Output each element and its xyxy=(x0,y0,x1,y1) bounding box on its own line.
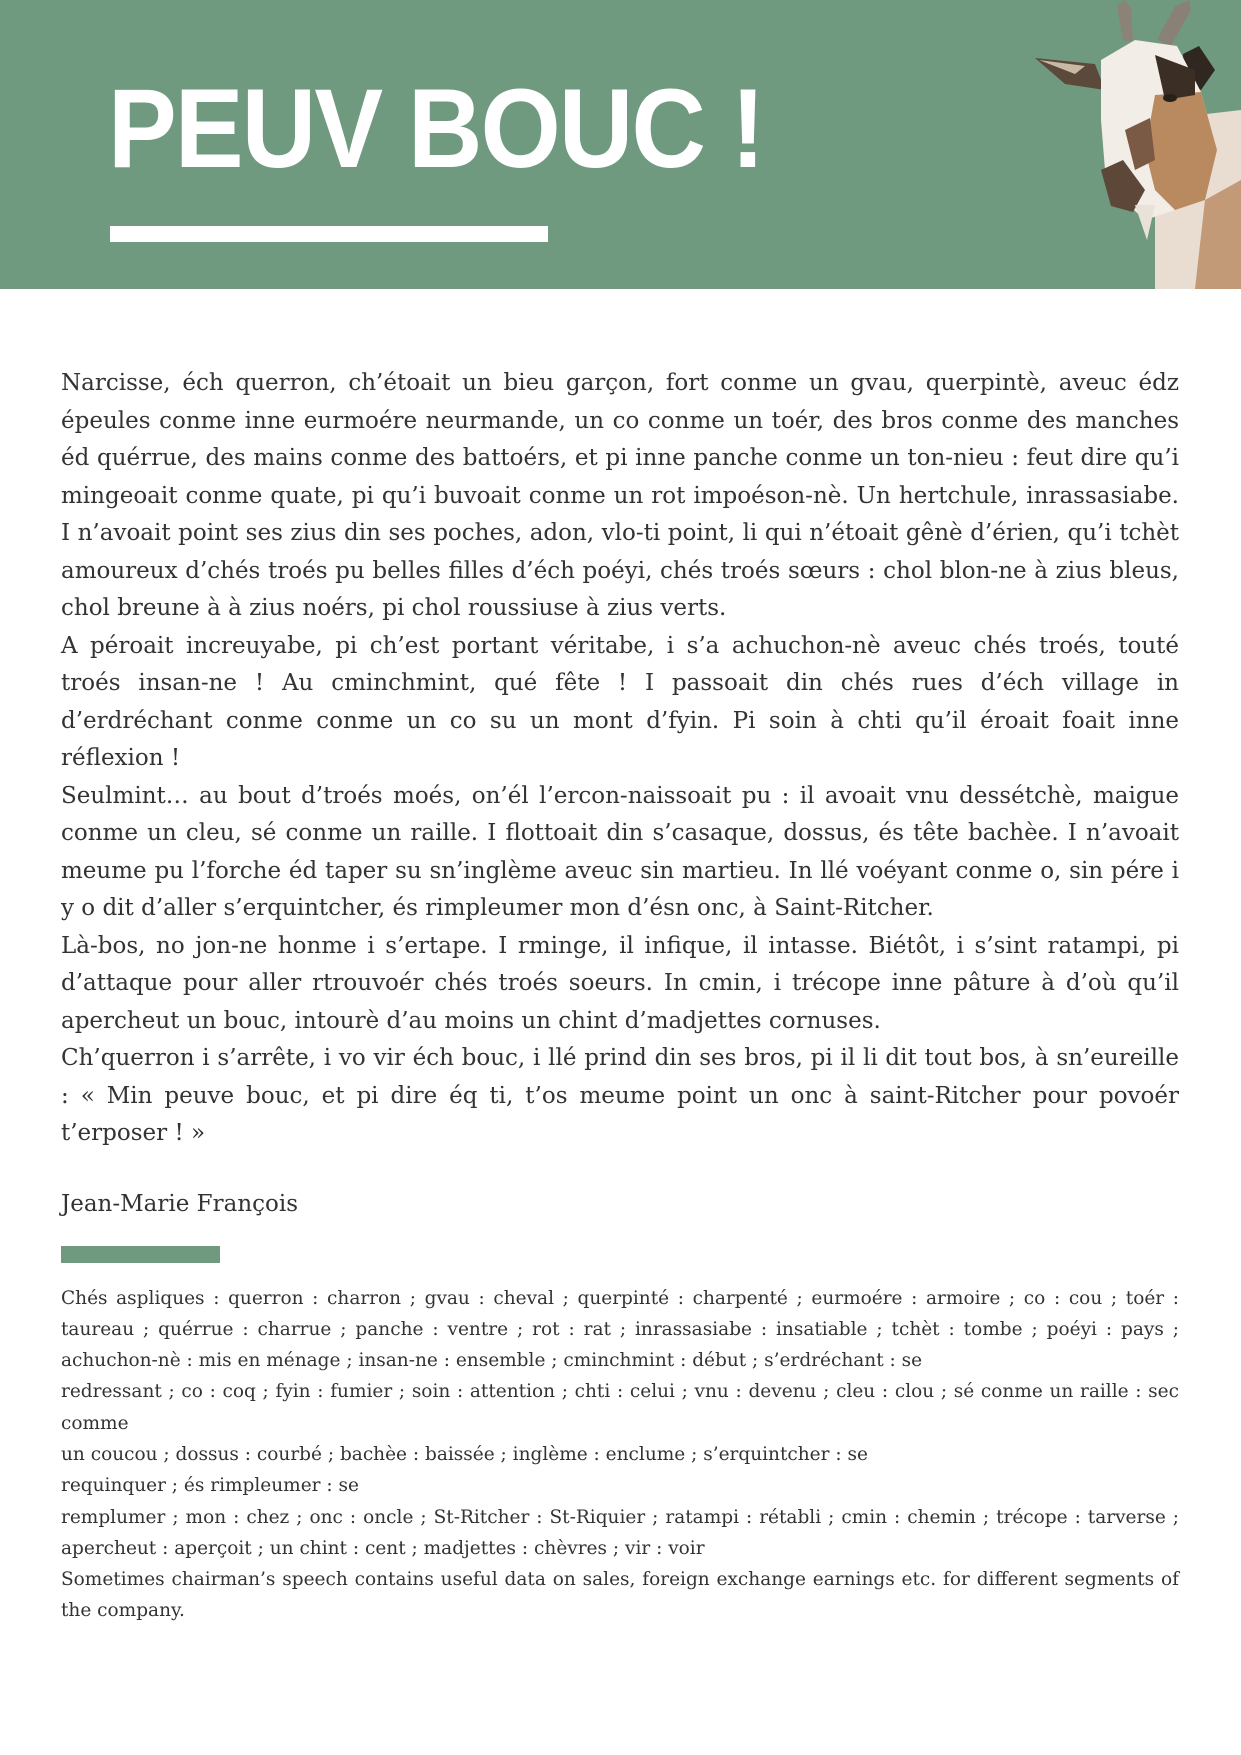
story-paragraph: Là-bos, no jon-ne honme i s’ertape. I rminge, il infique, il intasse. Biétôt, i s’sint ratampi, pi d’attaque pour aller rtrouvoér chés troés soeurs. In cmin, i trécope inne pâture à d’où qu’il apercheut un bouc, intourè d’au moins un chint d’madjettes cornuses. xyxy=(61,932,1179,1034)
story-paragraph: Seulmint… au bout d’troés moés, on’él l’ercon-naissoait pu : il avoait vnu dessétchè, maigue conme un cleu, sé conme un raille. I flottoait din s’casaque, dossus, és tête bachèe. I n’avoait meume pu l’forche éd taper su sn’inglème aveuc sin martieu. In llé voéyant conme o, sin pére i y o dit d’aller s’erquintcher, és rimpleumer mon d’ésn onc, à Saint-Ritcher. xyxy=(61,782,1179,921)
glossary-paragraph: un coucou ; dossus : courbé ; bachèe : baissée ; inglème : enclume ; s’erquintcher : se xyxy=(61,1443,868,1465)
section-divider xyxy=(61,1246,220,1263)
story-paragraph: Ch’querron i s’arrête, i vo vir éch bouc, i llé prind din ses bros, pi il li dit tout bos, à sn’eureille : « Min peuve bouc, et pi dire éq ti, t’os meume point un onc à saint-Ritcher pour povoér t’erposer ! » xyxy=(61,1045,1179,1146)
glossary xyxy=(61,1283,1179,1627)
story-paragraph: A péroait increuyabe, pi ch’est portant véritabe, i s’a achuchon-nè aveuc chés troés, touté troés insan-ne ! Au cminchmint, qué fête ! I passoait din chés rues d’éch village in d’erdréchant conme conme un co su un mont d’fyin. Pi soin à chti qu’il éroait foait inne réflexion ! xyxy=(61,632,1179,771)
glossary-paragraph: Sometimes chairman’s speech contains useful data on sales, foreign exchange earnings etc. for different segments of the company. xyxy=(61,1569,1179,1622)
glossary-paragraph: Chés aspliques : querron : charron ; gvau : cheval ; querpinté : charpenté ; eurmoére : armoire ; co : cou ; toér : taureau ; quérrue : charrue ; panche : ventre ; rot : rat ; inrassasiabe : insatiable ; tchèt : tombe ; poéyi : pays ; achuchon-nè : mis en ménage ; insan-ne : ensemble ; cminchmint : début ; s’erdréchant : se xyxy=(61,1287,1179,1372)
author-name: Jean-Marie François xyxy=(61,1190,299,1217)
goat-image xyxy=(1005,0,1241,289)
story-text xyxy=(61,365,1179,1153)
glossary-paragraph: remplumer ; mon : chez ; onc : oncle ; St-Ritcher : St-Riquier ; ratampi : rétabli ; cmin : chemin ; trécope : tarverse ; apercheut : aperçoit ; un chint : cent ; madjettes : chèvres ; vir : voir xyxy=(61,1506,1179,1559)
glossary-paragraph: requinquer ; és rimpleumer : se xyxy=(61,1475,359,1497)
header-banner xyxy=(0,0,1241,289)
page-title: PEUV BOUC ! xyxy=(108,66,764,191)
glossary-paragraph: redressant ; co : coq ; fyin : fumier ; soin : attention ; chti : celui ; vnu : devenu ; cleu : clou ; sé conme un raille : sec comme xyxy=(61,1381,1179,1434)
article xyxy=(61,365,1179,1627)
story-paragraph: Narcisse, éch querron, ch’étoait un bieu garçon, fort conme un gvau, querpintè, aveuc édz épeules conme inne eurmoére neurmande, un co conme un toér, des bros conme des manches éd quérrue, des mains conme des battoérs, et pi inne panche conme un ton-nieu : feut dire qu’i mingeoait conme quate, pi qu’i buvoait conme un rot impoéson-nè. Un hertchule, inrassasiabe. I n’avoait point ses zius din ses poches, adon, vlo-ti point, li qui n’étoait gênè d’érien, qu’i tchèt amoureux d’chés troés pu belles filles d’éch poéyi, chés troés sœurs : chol blon-ne à zius bleus, chol breune à à zius noérs, pi chol roussiuse à zius verts. xyxy=(61,370,1179,621)
title-underline xyxy=(110,226,548,242)
